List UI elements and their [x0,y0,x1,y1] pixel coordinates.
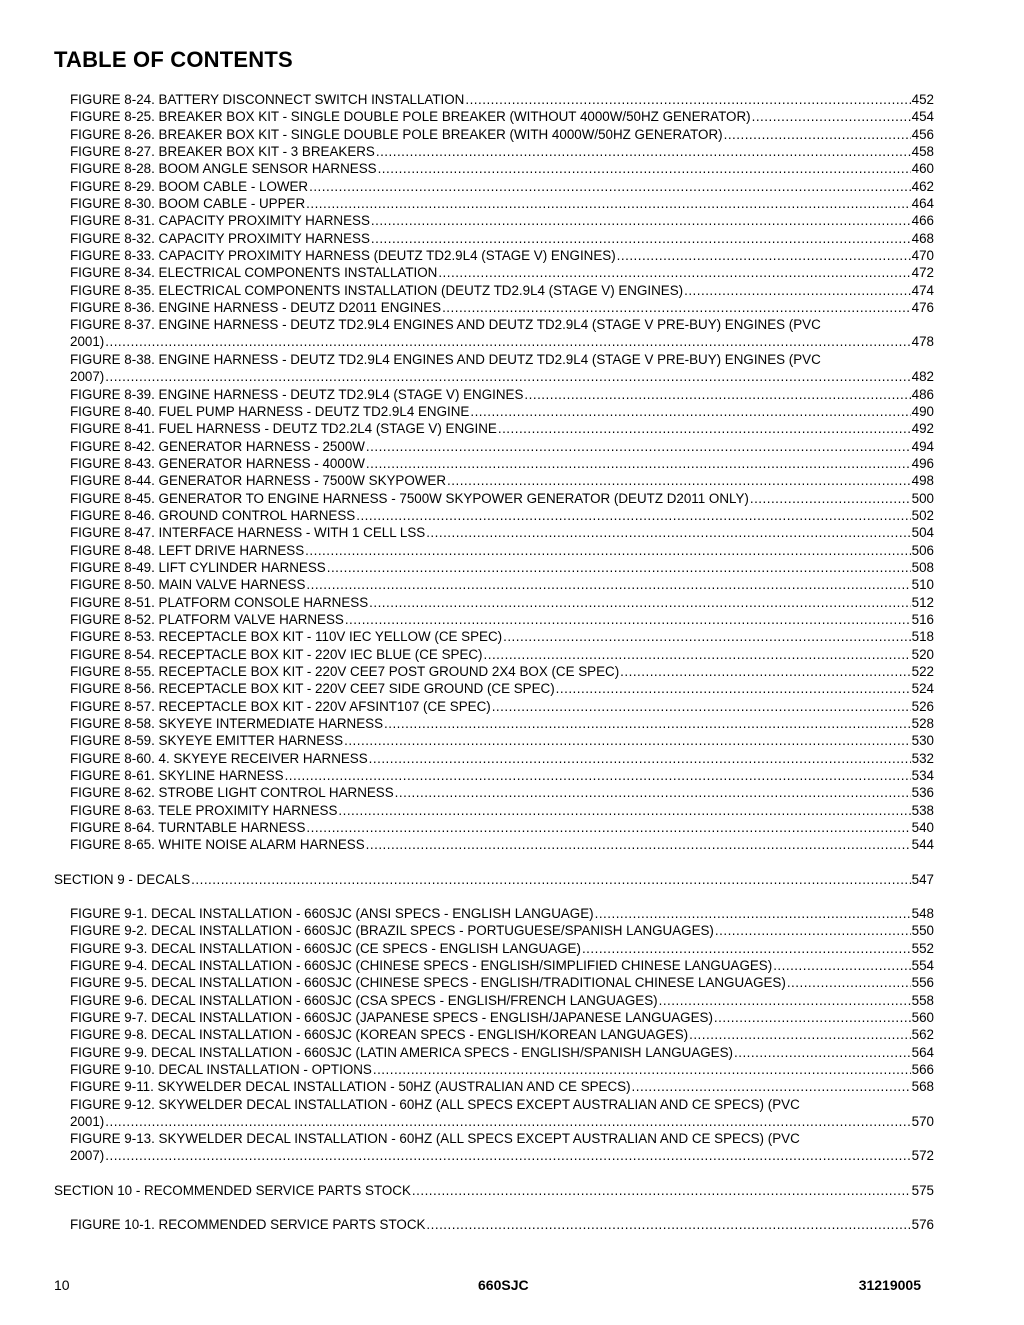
dot-leader [105,1147,910,1164]
dot-leader [285,767,911,784]
dot-leader [105,333,910,350]
dot-leader [715,922,911,939]
toc-entry-title: FIGURE 9-13. SKYWELDER DECAL INSTALLATION - 60HZ (ALL SPECS EXCEPT AUSTRALIAN AND CE SPECS) (PVC [70,1131,800,1146]
toc-entry-page: 570 [911,1114,934,1130]
toc-entry-title: FIGURE 9-8. DECAL INSTALLATION - 660SJC (KOREAN SPECS - ENGLISH/KOREAN LANGUAGES) [70,1027,689,1042]
toc-figure-entry[interactable] [70,490,934,507]
toc-entry-page: 566 [911,1062,934,1077]
toc-figure-entry[interactable] [70,91,934,108]
toc-figure-entry[interactable] [70,819,934,836]
toc-entry-page: 540 [911,820,934,835]
toc-section-entry[interactable] [54,871,934,888]
toc-entry-page: 462 [911,179,934,194]
dot-leader [750,490,911,507]
toc-entry-page: 470 [911,248,934,263]
toc-entry-title: FIGURE 8-25. BREAKER BOX KIT - SINGLE DOUBLE POLE BREAKER (WITHOUT 4000W/50HZ GENERATOR) [70,109,751,124]
toc-figure-entry[interactable] [70,628,934,645]
dot-leader [787,974,911,991]
toc-figure-entry[interactable] [70,992,934,1009]
toc-entry-page: 534 [911,768,934,783]
toc-figure-entry[interactable] [70,1078,934,1095]
toc-entry-page: 562 [911,1027,934,1042]
toc-entry-title: FIGURE 8-33. CAPACITY PROXIMITY HARNESS (DEUTZ TD2.9L4 (STAGE V) ENGINES) [70,248,616,263]
toc-figure-entry[interactable] [70,230,934,247]
dot-leader [327,559,911,576]
dot-leader [373,1061,911,1078]
dot-leader [366,455,911,472]
toc-entry-title: FIGURE 8-61. SKYLINE HARNESS [70,768,284,783]
toc-figure-entry[interactable] [70,922,934,939]
toc-entry-title: FIGURE 8-57. RECEPTACLE BOX KIT - 220V AFSINT107 (CE SPEC) [70,699,491,714]
toc-entry-page: 520 [911,647,934,662]
dot-leader [498,420,911,437]
dot-leader [338,802,910,819]
dot-leader [582,940,911,957]
dot-leader [524,386,910,403]
toc-figure-entry[interactable] [70,611,934,628]
toc-figure-entry[interactable] [70,957,934,974]
toc-entry-page: 512 [911,595,934,610]
dot-leader [465,91,910,108]
toc-section-entry[interactable] [54,1182,934,1199]
toc-entry-page: 500 [911,491,934,506]
dot-leader [659,992,911,1009]
toc-entry-title: FIGURE 8-53. RECEPTACLE BOX KIT - 110V IEC YELLOW (CE SPEC) [70,629,503,644]
toc-entry-title: FIGURE 9-1. DECAL INSTALLATION - 660SJC (ANSI SPECS - ENGLISH LANGUAGE) [70,906,594,921]
dot-leader [369,750,911,767]
toc-figure-entry[interactable] [70,802,934,819]
toc-figure-entry[interactable] [70,472,934,489]
toc-figure-entry[interactable] [70,646,934,663]
toc-entry-title: FIGURE 8-36. ENGINE HARNESS - DEUTZ D2011 ENGINES [70,300,442,315]
footer-doc-number: 31219005 [858,1277,921,1293]
toc-entry-page: 564 [911,1045,934,1060]
toc-entry-page: 474 [911,283,934,298]
dot-leader [305,542,911,559]
dot-leader [371,212,911,229]
toc-entry-page: 538 [911,803,934,818]
toc-entry-title: FIGURE 8-50. MAIN VALVE HARNESS [70,577,306,592]
toc-figure-entry[interactable] [70,126,934,143]
page-title: TABLE OF CONTENTS [54,47,293,72]
toc-figure-entry[interactable] [70,559,934,576]
toc-entry-title: FIGURE 8-62. STROBE LIGHT CONTROL HARNESS [70,785,394,800]
toc-entry-title: FIGURE 9-7. DECAL INSTALLATION - 660SJC (JAPANESE SPECS - ENGLISH/JAPANESE LANGUAGES) [70,1010,713,1025]
dot-leader [617,247,911,264]
toc-figure-entry[interactable] [70,680,934,697]
toc-entry-title: FIGURE 9-3. DECAL INSTALLATION - 660SJC (CE SPECS - ENGLISH LANGUAGE) [70,941,581,956]
toc-entry-title: FIGURE 9-5. DECAL INSTALLATION - 660SJC (CHINESE SPECS - ENGLISH/TRADITIONAL CHINESE LANGUAGES) [70,975,786,990]
toc-entry-page: 530 [911,733,934,748]
toc-entry-title: FIGURE 8-54. RECEPTACLE BOX KIT - 220V IEC BLUE (CE SPEC) [70,647,483,662]
toc-entry-page: 464 [911,196,934,211]
dot-leader [724,126,911,143]
toc-entry-page: 472 [911,265,934,280]
footer-page-number: 10 [54,1277,70,1293]
toc-entry-title: FIGURE 8-63. TELE PROXIMITY HARNESS [70,803,338,818]
toc-entry-page: 560 [911,1010,934,1025]
toc-entry-title: FIGURE 8-27. BREAKER BOX KIT - 3 BREAKERS [70,144,375,159]
toc-entry-title: FIGURE 8-28. BOOM ANGLE SENSOR HARNESS [70,161,377,176]
toc-entry-page: 518 [911,629,934,644]
toc-entry-title-continuation: 2001) [70,334,105,350]
toc-entry-page: 452 [911,92,934,107]
toc-entry-title: FIGURE 8-52. PLATFORM VALVE HARNESS [70,612,344,627]
toc-entry-page: 522 [911,664,934,679]
toc-entry-page: 547 [911,872,934,887]
toc-figure-entry[interactable] [70,1130,934,1165]
toc-entry-page: 508 [911,560,934,575]
dot-leader [412,1182,911,1199]
toc-entry-title: FIGURE 9-9. DECAL INSTALLATION - 660SJC (LATIN AMERICA SPECS - ENGLISH/SPANISH LANGUAGES) [70,1045,733,1060]
toc-entry-page: 454 [911,109,934,124]
dot-leader [395,784,911,801]
toc-entry-title: FIGURE 8-29. BOOM CABLE - LOWER [70,179,309,194]
toc-entry-page: 506 [911,543,934,558]
toc-entry-title: FIGURE 8-37. ENGINE HARNESS - DEUTZ TD2.9L4 ENGINES AND DEUTZ TD2.9L4 (STAGE V PRE-BUY) ENGINES (PVC [70,317,821,332]
toc-figure-entry[interactable] [70,1009,934,1026]
toc-entry-page: 478 [911,334,934,350]
toc-entry-title: FIGURE 8-60. 4. SKYEYE RECEIVER HARNESS [70,751,368,766]
toc-entry-title: FIGURE 8-51. PLATFORM CONSOLE HARNESS [70,595,369,610]
dot-leader [309,178,911,195]
toc-figure-entry[interactable] [70,576,934,593]
dot-leader [105,1113,910,1130]
toc-entry-title: FIGURE 8-43. GENERATOR HARNESS - 4000W [70,456,365,471]
dot-leader [369,594,911,611]
toc-entry-title-continuation: 2007) [70,369,105,385]
toc-figure-entry[interactable] [70,212,934,229]
toc-entry-page: 498 [911,473,934,488]
toc-entry-page: 486 [911,387,934,402]
toc-figure-entry[interactable] [70,1044,934,1061]
toc-entry-title: FIGURE 8-56. RECEPTACLE BOX KIT - 220V CEE7 SIDE GROUND (CE SPEC) [70,681,555,696]
toc-figure-entry[interactable] [70,542,934,559]
dot-leader [366,836,911,853]
toc-entry-page: 494 [911,439,934,454]
dot-leader [492,698,911,715]
toc-entry-title: FIGURE 8-45. GENERATOR TO ENGINE HARNESS - 7500W SKYPOWER GENERATOR (DEUTZ D2011 ONLY) [70,491,749,506]
dot-leader [595,905,911,922]
toc-figure-entry[interactable] [70,316,934,351]
dot-leader [376,143,911,160]
dot-leader [426,524,910,541]
toc-figure-entry[interactable] [70,386,934,403]
toc-figure-entry[interactable] [70,299,934,316]
toc-entry-page: 502 [911,508,934,523]
dot-leader [306,819,910,836]
toc-figure-entry[interactable] [70,160,934,177]
toc-figure-entry[interactable] [70,351,934,386]
toc-figure-entry[interactable] [70,784,934,801]
toc-entry-page: 575 [911,1183,934,1198]
dot-leader [734,1044,911,1061]
toc-entry-title: FIGURE 8-47. INTERFACE HARNESS - WITH 1 CELL LSS [70,525,426,540]
toc-figure-entry[interactable] [70,282,934,299]
toc-figure-entry[interactable] [70,594,934,611]
toc-figure-entry[interactable] [70,438,934,455]
dot-leader [438,264,910,281]
toc-figure-entry[interactable] [70,143,934,160]
toc-figure-entry[interactable] [70,836,934,853]
toc-entry-title: FIGURE 8-30. BOOM CABLE - UPPER [70,196,306,211]
toc-entry-page: 548 [911,906,934,921]
footer-model: 660SJC [478,1277,529,1293]
toc-entry-title: FIGURE 8-49. LIFT CYLINDER HARNESS [70,560,326,575]
toc-entry-title: FIGURE 8-65. WHITE NOISE ALARM HARNESS [70,837,365,852]
toc-entry-title: FIGURE 8-26. BREAKER BOX KIT - SINGLE DOUBLE POLE BREAKER (WITH 4000W/50HZ GENERATOR) [70,127,723,142]
dot-leader [447,472,911,489]
toc-entry-title: FIGURE 8-40. FUEL PUMP HARNESS - DEUTZ TD2.9L4 ENGINE [70,404,470,419]
toc-entry-page: 456 [911,127,934,142]
toc-entry-title: FIGURE 8-38. ENGINE HARNESS - DEUTZ TD2.9L4 ENGINES AND DEUTZ TD2.9L4 (STAGE V PRE-BUY) ENGINES (PVC [70,352,821,367]
toc-entry-title: FIGURE 8-48. LEFT DRIVE HARNESS [70,543,305,558]
dot-leader [470,403,910,420]
toc-entry-title: FIGURE 8-41. FUEL HARNESS - DEUTZ TD2.2L4 (STAGE V) ENGINE [70,421,497,436]
dot-leader [345,611,911,628]
toc-entry-page: 576 [911,1217,934,1232]
toc-entry-page: 532 [911,751,934,766]
dot-leader [752,108,911,125]
dot-leader [484,646,911,663]
dot-leader [442,299,911,316]
toc-entry-page: 558 [911,993,934,1008]
dot-leader [620,663,910,680]
toc-figure-entry[interactable] [70,455,934,472]
toc-figure-entry[interactable] [70,247,934,264]
dot-leader [366,438,911,455]
toc-figure-entry[interactable] [70,974,934,991]
toc-entry-title: FIGURE 9-11. SKYWELDER DECAL INSTALLATION - 50HZ (AUSTRALIAN AND CE SPECS) [70,1079,631,1094]
toc-entry-title: FIGURE 8-59. SKYEYE EMITTER HARNESS [70,733,344,748]
toc-entry-title: FIGURE 8-46. GROUND CONTROL HARNESS [70,508,356,523]
toc-entry-title: FIGURE 9-4. DECAL INSTALLATION - 660SJC (CHINESE SPECS - ENGLISH/SIMPLIFIED CHINESE LANGUAGES) [70,958,773,973]
toc-entry-page: 536 [911,785,934,800]
toc-entry-title: FIGURE 9-10. DECAL INSTALLATION - OPTIONS [70,1062,372,1077]
toc-entry-page: 544 [911,837,934,852]
toc-figure-entry[interactable] [70,663,934,680]
toc-entry-page: 482 [911,369,934,385]
toc-entry-page: 466 [911,213,934,228]
dot-leader [632,1078,911,1095]
dot-leader [344,732,911,749]
toc-figure-entry[interactable] [70,1096,934,1131]
dot-leader [356,507,910,524]
toc-figure-entry[interactable] [70,524,934,541]
toc-entry-title: FIGURE 8-32. CAPACITY PROXIMITY HARNESS [70,231,370,246]
dot-leader [191,871,910,888]
toc-entry-title: FIGURE 8-31. CAPACITY PROXIMITY HARNESS [70,213,370,228]
toc-entry-page: 476 [911,300,934,315]
dot-leader [556,680,911,697]
toc-entry-title: FIGURE 8-42. GENERATOR HARNESS - 2500W [70,439,365,454]
dot-leader [714,1009,911,1026]
dot-leader [689,1026,911,1043]
dot-leader [384,715,911,732]
toc-entry-page: 490 [911,404,934,419]
toc-entry-title: FIGURE 8-58. SKYEYE INTERMEDIATE HARNESS [70,716,384,731]
toc-entry-title: FIGURE 8-35. ELECTRICAL COMPONENTS INSTALLATION (DEUTZ TD2.9L4 (STAGE V) ENGINES) [70,283,684,298]
toc-entry-title-continuation: 2007) [70,1148,105,1164]
toc-entry-page: 496 [911,456,934,471]
dot-leader [306,195,911,212]
toc-entry-title: FIGURE 9-2. DECAL INSTALLATION - 660SJC (BRAZIL SPECS - PORTUGUESE/SPANISH LANGUAGES) [70,923,714,938]
toc-entry-page: 460 [911,161,934,176]
toc-figure-entry[interactable] [70,767,934,784]
toc-entry-page: 492 [911,421,934,436]
toc-entry-page: 526 [911,699,934,714]
toc-entry-title: FIGURE 8-34. ELECTRICAL COMPONENTS INSTALLATION [70,265,438,280]
toc-entry-title: FIGURE 9-6. DECAL INSTALLATION - 660SJC (CSA SPECS - ENGLISH/FRENCH LANGUAGES) [70,993,658,1008]
toc-figure-entry[interactable] [70,715,934,732]
dot-leader [684,282,911,299]
toc-figure-entry[interactable] [70,403,934,420]
dot-leader [426,1216,910,1233]
toc-entry-page: 572 [911,1148,934,1164]
dot-leader [306,576,910,593]
toc-figure-entry[interactable] [70,750,934,767]
dot-leader [371,230,911,247]
toc-entry-title: FIGURE 9-12. SKYWELDER DECAL INSTALLATION - 60HZ (ALL SPECS EXCEPT AUSTRALIAN AND CE SPECS) (PVC [70,1097,800,1112]
toc-figure-entry[interactable] [70,1216,934,1233]
toc-figure-entry[interactable] [70,732,934,749]
toc-entry-page: 552 [911,941,934,956]
dot-leader [503,628,911,645]
toc-entry-page: 568 [911,1079,934,1094]
toc-figure-entry[interactable] [70,195,934,212]
toc-figure-entry[interactable] [70,108,934,125]
toc-entry-title: SECTION 10 - RECOMMENDED SERVICE PARTS STOCK [54,1183,411,1198]
toc-entry-title: FIGURE 8-55. RECEPTACLE BOX KIT - 220V CEE7 POST GROUND 2X4 BOX (CE SPEC) [70,664,620,679]
toc-entry-page: 458 [911,144,934,159]
toc-entry-page: 556 [911,975,934,990]
toc-entry-title: FIGURE 8-44. GENERATOR HARNESS - 7500W SKYPOWER [70,473,447,488]
toc-figure-entry[interactable] [70,420,934,437]
toc-entry-title: FIGURE 8-39. ENGINE HARNESS - DEUTZ TD2.9L4 (STAGE V) ENGINES [70,387,524,402]
toc-figure-entry[interactable] [70,905,934,922]
dot-leader [773,957,910,974]
toc-figure-entry[interactable] [70,264,934,281]
toc-figure-entry[interactable] [70,940,934,957]
toc-entry-page: 550 [911,923,934,938]
toc-entry-page: 528 [911,716,934,731]
toc-entry-title: SECTION 9 - DECALS [54,872,191,887]
toc-entry-page: 468 [911,231,934,246]
toc-entry-page: 510 [911,577,934,592]
toc-entry-title: FIGURE 8-64. TURNTABLE HARNESS [70,820,306,835]
toc-entry-title: FIGURE 10-1. RECOMMENDED SERVICE PARTS STOCK [70,1217,426,1232]
toc-entry-title: FIGURE 8-24. BATTERY DISCONNECT SWITCH INSTALLATION [70,92,465,107]
toc-entry-page: 516 [911,612,934,627]
toc-entry-title-continuation: 2001) [70,1114,105,1130]
dot-leader [105,368,910,385]
toc-figure-entry[interactable] [70,507,934,524]
toc-figure-entry[interactable] [70,1026,934,1043]
toc-entry-page: 524 [911,681,934,696]
dot-leader [378,160,911,177]
toc-figure-entry[interactable] [70,178,934,195]
toc-entry-page: 554 [911,958,934,973]
toc-figure-entry[interactable] [70,698,934,715]
toc-figure-entry[interactable] [70,1061,934,1078]
toc-entry-page: 504 [911,525,934,540]
